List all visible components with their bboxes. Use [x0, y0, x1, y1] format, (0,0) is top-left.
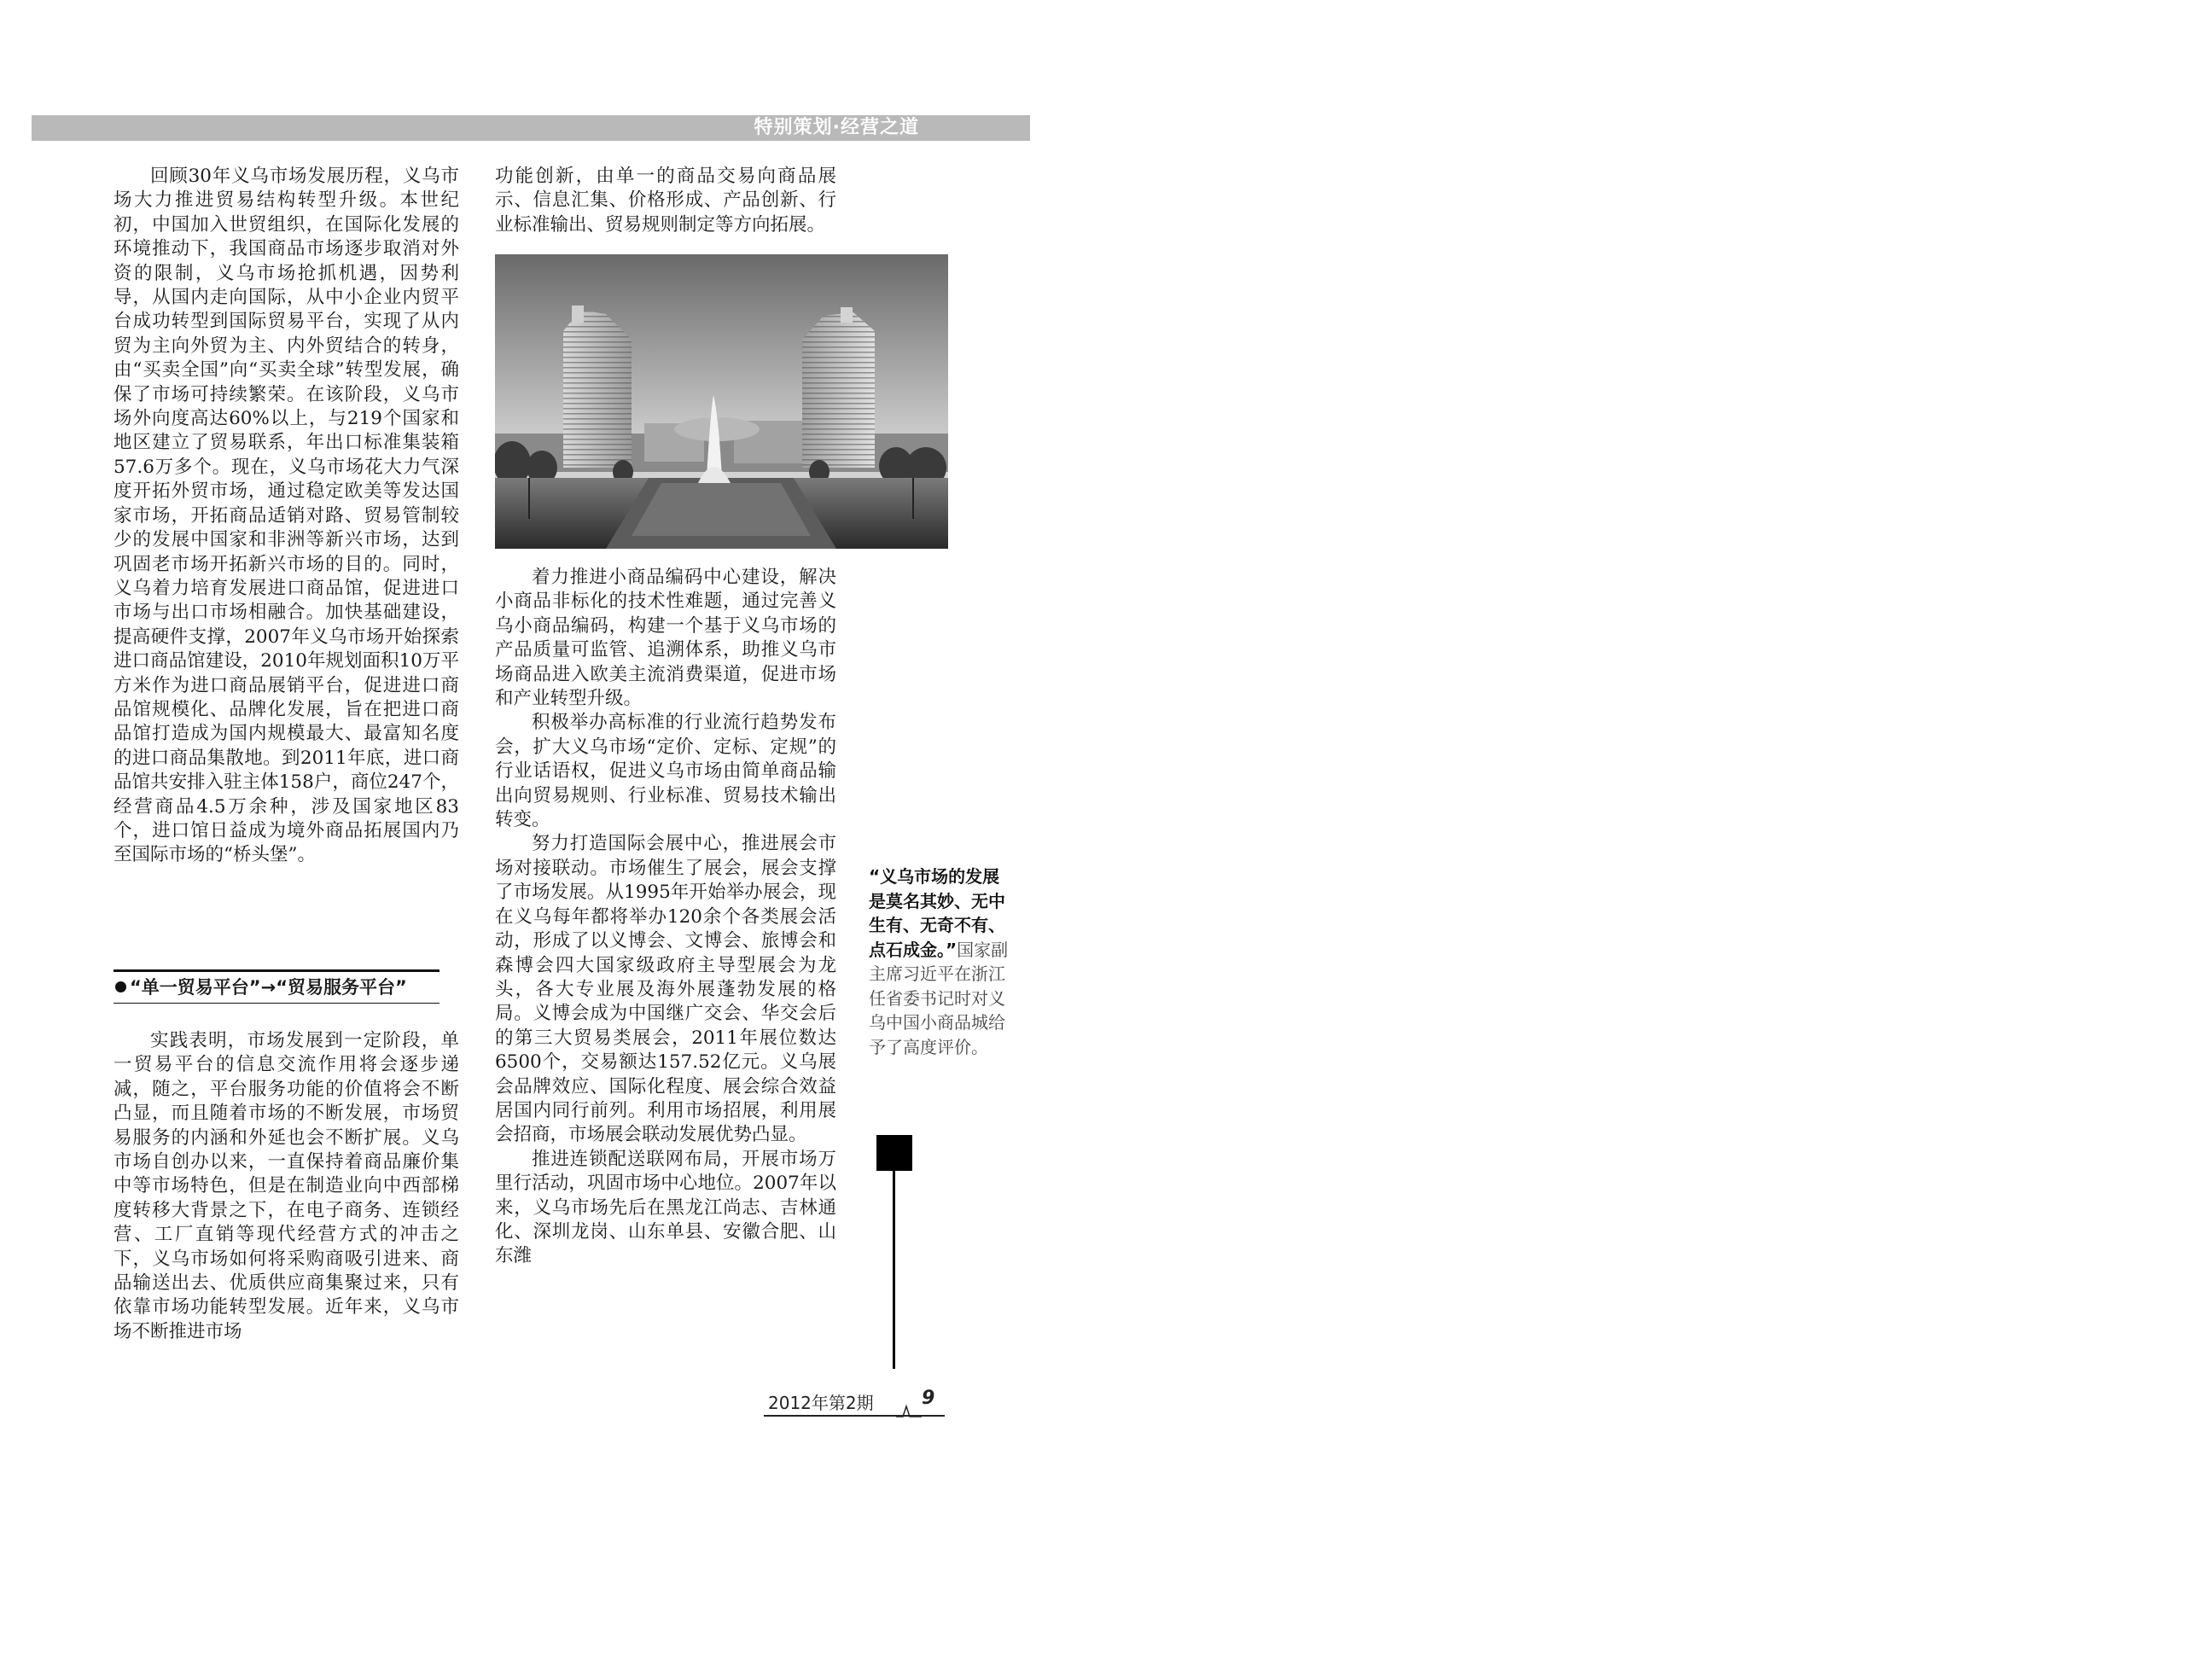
column-1-continued [114, 1029, 459, 1344]
section-title: 特别策划·经营之道 [754, 117, 919, 138]
issue-label: 2012年第2期 [768, 1393, 874, 1413]
paragraph: 实践表明，市场发展到一定阶段，单一贸易平台的信息交流作用将会逐步递减，随之，平台服务功能的价值将会不断凸显，而且随着市场的不断发展，市场贸易服务的内涵和外延也会不断扩展。义乌市场自创办以来，一直保持着商品廉价集中等市场特色，但是在制造业向中西部梯度转移大背景之下，在电子商务、连锁经营、工厂直销等现代经营方式的冲击之下，义乌市场如何将采购商吸引进来、商品输送出去、优质供应商集聚过来，只有依靠市场功能转型发展。近年来，义乌市场不断推进市场 [114, 1030, 459, 1342]
paragraph: 回顾30年义乌市场发展历程，义乌市场大力推进贸易结构转型升级。本世纪初，中国加入世贸组织，在国际化发展的环境推动下，我国商品市场逐步取消对外资的限制，义乌市场抢抓机遇，因势利导，从国内走向国际，从中小企业内贸平台成功转型到国际贸易平台，实现了从内贸为主向外贸为主、内外贸结合的转身，由“买卖全国”向“买卖全球”转型发展，确保了市场可持续繁荣。在该阶段，义乌市场外向度高达60%以上，与219个国家和地区建立了贸易联系，年出口标准集装箱57.6万多个。现在，义乌市场花大力气深度开拓外贸市场，通过稳定欧美等发达国家市场，开拓商品适销对路、贸易管制较少的发展中国家和非洲等新兴市场，达到巩固老市场开拓新兴市场的目的。同时，义乌着力培育发展进口商品馆，促进进口市场与出口市场相融合。加快基础建设，提高硬件支撑，2007年义乌市场开始探索进口商品馆建设，2010年规划面积10万平方米作为进口商品展销平台，促进进口商品馆规模化、品牌化发展，旨在把进口商品馆打造成为国内规模最大、最富知名度的进口商品集散地。到2011年底，进口商品馆共安排入驻主体158户，商位247个，经营商品4.5万余种，涉及国家地区83个，进口馆日益成为境外商品拓展国内乃至国际市场的“桥头堡”。 [114, 166, 459, 866]
decorative-square-icon [876, 1135, 912, 1171]
paragraph: 努力打造国际会展中心，推进展会市场对接联动。市场催生了展会，展会支撑了市场发展。从1995年开始举办展会，现在义乌每年都将举办120余个各类展会活动，形成了以义博会、文博会、旅博会和森博会四大国家级政府主导型展会为龙头，各大专业展及海外展蓬勃发展的格局。义博会成为中国继广交会、华交会后的第三大贸易类展会，2011年展位数达6500个，交易额达157.52亿元。义乌展会品牌效应、国际化程度、展会综合效益居国内同行前列。利用市场招展，利用展会招商，市场展会联动发展优势凸显。 [495, 833, 836, 1146]
paragraph: 积极举办高标准的行业流行趋势发布会，扩大义乌市场“定价、定标、定规”的行业话语权，促进义乌市场由简单商品输出向贸易规则、行业标准、贸易技术输出转变。 [495, 712, 836, 831]
paragraph: 推进连锁配送联网布局，开展市场万里行活动，巩固市场中心地位。2007年以来，义乌市场先后在黑龙江尚志、吉林通化、深圳龙岗、山东单县、安徽合肥、山东潍 [495, 1148, 836, 1267]
pull-quote-text: “义乌市场的发展是莫名其妙、无中生有、无奇不有、点石成金。” [869, 866, 1005, 960]
column-1 [114, 165, 459, 868]
paragraph: 功能创新，由单一的商品交易向商品展示、信息汇集、价格形成、产品创新、行业标准输出、贸易规则制定等方向拓展。 [495, 166, 836, 236]
market-building-photo [495, 254, 948, 549]
paragraph: 着力推进小商品编码中心建设，解决小商品非标化的技术性难题，通过完善义乌小商品编码，构建一个基于义乌市场的产品质量可监管、追溯体系，助推义乌市场商品进入欧美主流消费渠道，促进市场和产业转型升级。 [495, 567, 836, 710]
footer-rule [764, 1415, 945, 1417]
section-header-bar [32, 115, 1030, 141]
subheading [114, 969, 439, 1004]
decorative-vertical-rule [893, 1171, 895, 1369]
pull-quote-attribution: 国家副主席习近平在浙江任省委书记时对义乌中国小商品城给予了高度评价。 [869, 939, 1009, 1057]
pull-quote [869, 864, 1014, 1059]
bullet-dot-icon [115, 981, 126, 992]
page-number: 9 [922, 1388, 935, 1409]
column-2 [495, 566, 836, 1269]
subheading-text: “单一贸易平台”→“贸易服务平台” [130, 977, 407, 998]
column-2-top [495, 165, 836, 237]
